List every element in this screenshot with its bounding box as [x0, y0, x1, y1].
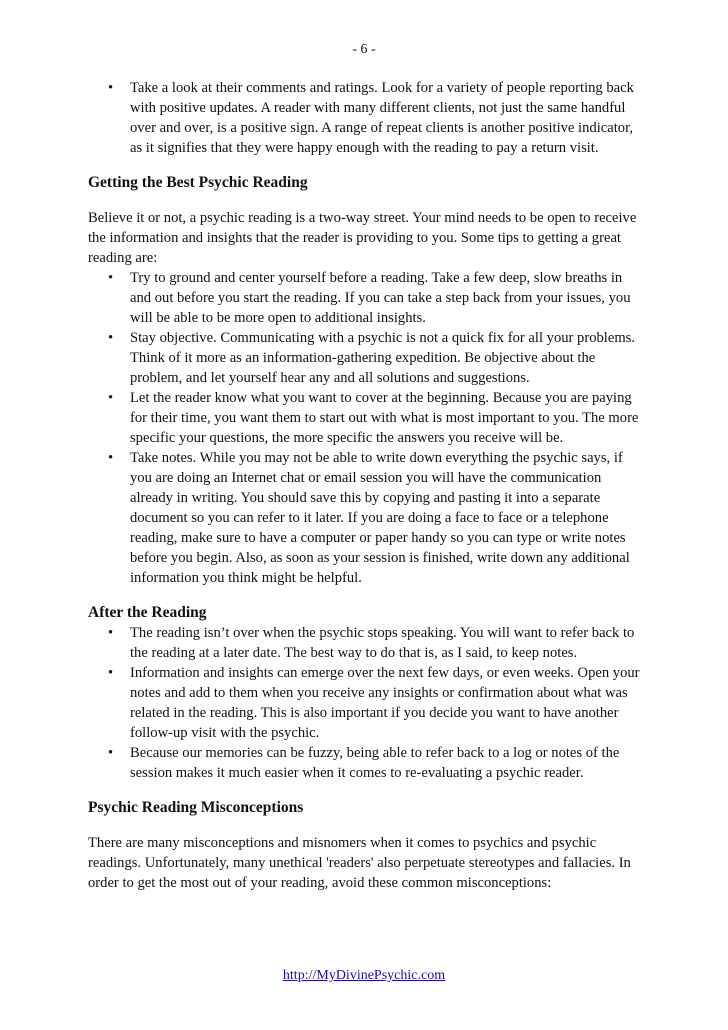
list-item — [88, 328, 644, 388]
bullet-icon: • — [108, 625, 114, 641]
bullet-icon: • — [108, 80, 114, 96]
bullet-icon: • — [108, 270, 114, 286]
bullet-icon: • — [108, 665, 114, 681]
tips-bullet-list — [88, 268, 644, 588]
top-bullet-list — [88, 78, 644, 158]
section-heading-misconceptions: Psychic Reading Misconceptions — [88, 799, 304, 816]
document-body — [88, 78, 644, 893]
list-item — [88, 388, 644, 448]
list-item — [88, 78, 644, 158]
bullet-icon: • — [108, 330, 114, 346]
footer-website-link[interactable]: http://MyDivinePsychic.com — [282, 968, 446, 983]
list-item — [88, 663, 644, 743]
bullet-text: The reading isn’t over when the psychic stops speaking. You will want to refer back to the reading at a later date. The best way to do that is, as I said, to keep notes. — [130, 625, 635, 661]
page-number: - 6 - — [352, 42, 376, 57]
bullet-text: Take notes. While you may not be able to write down everything the psychic says, if you are doing an Internet chat or email session you will have the communication already in writing. You should save this by copying and pasting it into a separate document so you can refer to it later. If you are doing a face to face or a telephone reading, make sure to have a computer or paper handy so you can type or write notes before you begin. Also, as soon as your session is finished, write down any additional information you think might be helpful. — [130, 450, 630, 586]
bullet-text: Because our memories can be fuzzy, being able to refer back to a log or notes of the session makes it much easier when it comes to re-evaluating a psychic reader. — [130, 745, 620, 781]
bullet-icon: • — [108, 745, 114, 761]
bullet-icon: • — [108, 390, 114, 406]
section-intro: There are many misconceptions and misnomers when it comes to psychics and psychic readings. Unfortunately, many unethical 'readers' also perpetuate stereotypes and fallacies. In order to get the most out of your reading, avoid these common misconceptions: — [88, 835, 631, 891]
bullet-text: Let the reader know what you want to cover at the beginning. Because you are paying for their time, you want them to start out with what is most important to you. The more specific your questions, the more specific the answers you receive will be. — [130, 390, 639, 446]
bullet-icon: • — [108, 450, 114, 466]
bullet-text: Information and insights can emerge over the next few days, or even weeks. Open your notes and add to them when you receive any insights or confirmation about what was related in the reading. This is also important if you decide you want to have another follow-up visit with the psychic. — [130, 665, 640, 741]
after-bullet-list — [88, 623, 644, 783]
bullet-text: Try to ground and center yourself before a reading. Take a few deep, slow breaths in and out before you start the reading. If you can take a step back from your issues, you will be able to be more open to additional insights. — [130, 270, 631, 326]
bullet-text: Stay objective. Communicating with a psychic is not a quick fix for all your problems. Think of it more as an information-gathering expedition. Be objective about the problem, and let yourself hear any and all solutions and suggestions. — [130, 330, 636, 386]
list-item — [88, 743, 644, 783]
section-heading-best-reading: Getting the Best Psychic Reading — [88, 174, 308, 191]
list-item — [88, 623, 644, 663]
list-item — [88, 268, 644, 328]
list-item — [88, 448, 644, 588]
section-heading-after-reading: After the Reading — [88, 604, 207, 621]
section-intro: Believe it or not, a psychic reading is a two-way street. Your mind needs to be open to receive the information and insights that the reader is providing to you. Some tips to getting a great reading are: — [88, 210, 637, 266]
bullet-text: Take a look at their comments and ratings. Look for a variety of people reporting back with positive updates. A reader with many different clients, not just the same handful over and over, is a positive sign. A range of repeat clients is another positive indicator, as it signifies that they were happy enough with the reading to pay a return visit. — [130, 80, 634, 156]
